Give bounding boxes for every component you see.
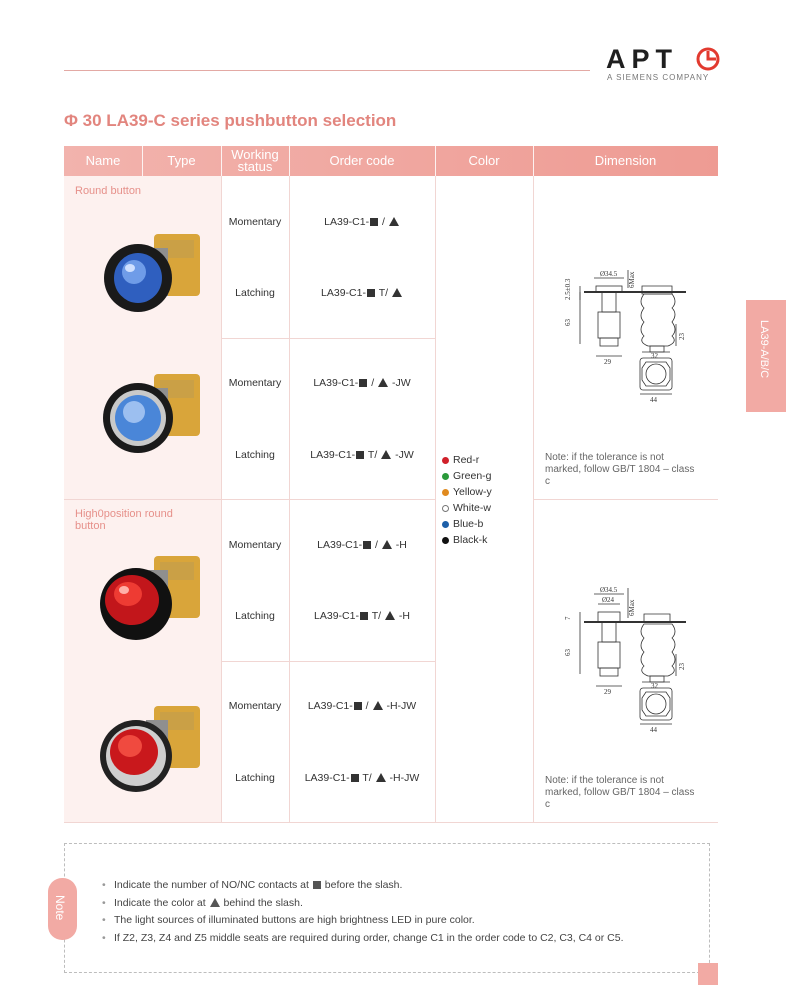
page-title: Φ 30 LA39-C series pushbutton selection (64, 111, 397, 130)
dim-diameter-inner: Ø24 (602, 596, 615, 604)
dim-right: 23 (678, 333, 686, 340)
dim-side: 7 (564, 616, 572, 620)
dim-base: 29 (604, 688, 611, 696)
color-triangle-icon (392, 288, 402, 297)
color-triangle-icon (376, 773, 386, 782)
note-badge (48, 878, 77, 940)
note-badge-label: Note (53, 895, 67, 921)
dimension-drawing-round (558, 266, 688, 416)
contacts-square-icon (313, 881, 321, 889)
dim-mid: 32 (651, 682, 658, 690)
apt-logo (606, 44, 718, 84)
list-item: • Indicate the number of NO/NC contacts at before the slash. (102, 879, 403, 891)
list-item: • The light sources of illuminated buttons are high brightness LED in pure color. (102, 914, 475, 926)
order-code-cell: LA39-C1- / -JW (313, 377, 411, 389)
dim-side: 2.5±0.3 (564, 278, 572, 300)
list-item: White-w (442, 500, 492, 516)
list-item: • If Z2, Z3, Z4 and Z5 middle seats are required during order, change C1 in the order code to C2, C3, C4 or C5. (102, 931, 624, 944)
side-tab-label: LA39-A/B/C (758, 320, 770, 379)
list-item: Black-k (442, 532, 492, 548)
contacts-square-icon (367, 289, 375, 297)
header-divider (64, 70, 590, 71)
notes-list (102, 877, 624, 947)
header-order-code: Order code (329, 153, 395, 168)
list-item: Yellow-y (442, 484, 492, 500)
logo-text: APT (606, 44, 678, 74)
list-item: Blue-b (442, 516, 492, 532)
dim-height: 63 (564, 649, 572, 656)
dim-bottom: 44 (650, 396, 657, 404)
table-header (64, 146, 718, 176)
green-dot-icon (442, 473, 449, 480)
blue-dot-icon (442, 521, 449, 528)
red-dot-icon (442, 457, 449, 464)
status-cell: Momentary (228, 377, 282, 389)
list-item: • Indicate the color at behind the slash. (102, 896, 303, 909)
dim-max: 6Max (628, 271, 636, 288)
dim-diameter-outer: Ø34.5 (600, 586, 618, 594)
page-corner-mark (698, 963, 718, 985)
contacts-square-icon (363, 541, 371, 549)
dimension-drawing-high (558, 582, 688, 742)
list-item: Red-r (442, 452, 492, 468)
logo-tagline: A SIEMENS COMPANY (607, 73, 710, 82)
blue-round-button-ring-photo (102, 368, 214, 458)
status-cell: Momentary (228, 700, 282, 712)
group-name-round: Round button (75, 185, 142, 197)
section-side-tab (746, 300, 786, 412)
contacts-square-icon (356, 451, 364, 459)
header-dimension: Dimension (594, 153, 657, 168)
color-triangle-icon (389, 217, 399, 226)
color-triangle-icon (378, 378, 388, 387)
order-code-cell: LA39-C1- / -H (317, 539, 407, 551)
dim-mid: 32 (651, 352, 658, 360)
selection-table (64, 146, 718, 823)
dimension-note: Note: if the tolerance is not marked, follow GB/T 1804 – class c (545, 452, 695, 487)
blue-round-button-photo (102, 228, 214, 318)
dim-diameter-outer: Ø34.5 (600, 270, 618, 278)
header-color: Color (468, 153, 500, 168)
status-cell: Latching (235, 772, 275, 784)
order-code-cell: LA39-C1- T/ (289, 287, 435, 299)
status-cell: Momentary (228, 216, 282, 228)
white-dot-icon (442, 505, 449, 512)
order-code-cell: LA39-C1- T/ -JW (310, 449, 414, 461)
red-high-button-photo (98, 550, 214, 646)
yellow-dot-icon (442, 489, 449, 496)
color-triangle-icon (382, 540, 392, 549)
logo-clock-icon (696, 47, 720, 71)
order-code-cell: LA39-C1- / -H-JW (307, 700, 417, 712)
header-type: Type (167, 153, 196, 168)
contacts-square-icon (351, 774, 359, 782)
order-code-cell: LA39-C1- T/ -H (314, 610, 410, 622)
red-high-button-ring-photo (98, 700, 214, 800)
status-cell: Latching (235, 610, 275, 622)
black-dot-icon (442, 537, 449, 544)
dim-base: 29 (604, 358, 611, 366)
dim-bottom: 44 (650, 726, 657, 734)
header-working-status: Working status (231, 147, 279, 174)
list-item: Green-g (442, 468, 492, 484)
order-code-cell: LA39-C1- / (289, 216, 435, 228)
header-name: Name (85, 153, 121, 168)
group-name-high: High0position round button (75, 508, 173, 532)
contacts-square-icon (360, 612, 368, 620)
color-triangle-icon (385, 611, 395, 620)
status-cell: Latching (235, 449, 275, 461)
color-list (442, 452, 492, 548)
contacts-square-icon (359, 379, 367, 387)
dimension-note: Note: if the tolerance is not marked, follow GB/T 1804 – class c (545, 775, 695, 810)
contacts-square-icon (370, 218, 378, 226)
color-triangle-icon (381, 450, 391, 459)
dim-height: 63 (564, 319, 572, 326)
color-triangle-icon (373, 701, 383, 710)
contacts-square-icon (354, 702, 362, 710)
status-cell: Momentary (228, 539, 282, 551)
order-code-cell: LA39-C1- T/ -H-JW (304, 772, 420, 784)
color-triangle-icon (210, 898, 220, 907)
dim-max: 6Max (628, 599, 636, 616)
dim-right: 23 (678, 663, 686, 670)
status-cell: Latching (235, 287, 275, 299)
